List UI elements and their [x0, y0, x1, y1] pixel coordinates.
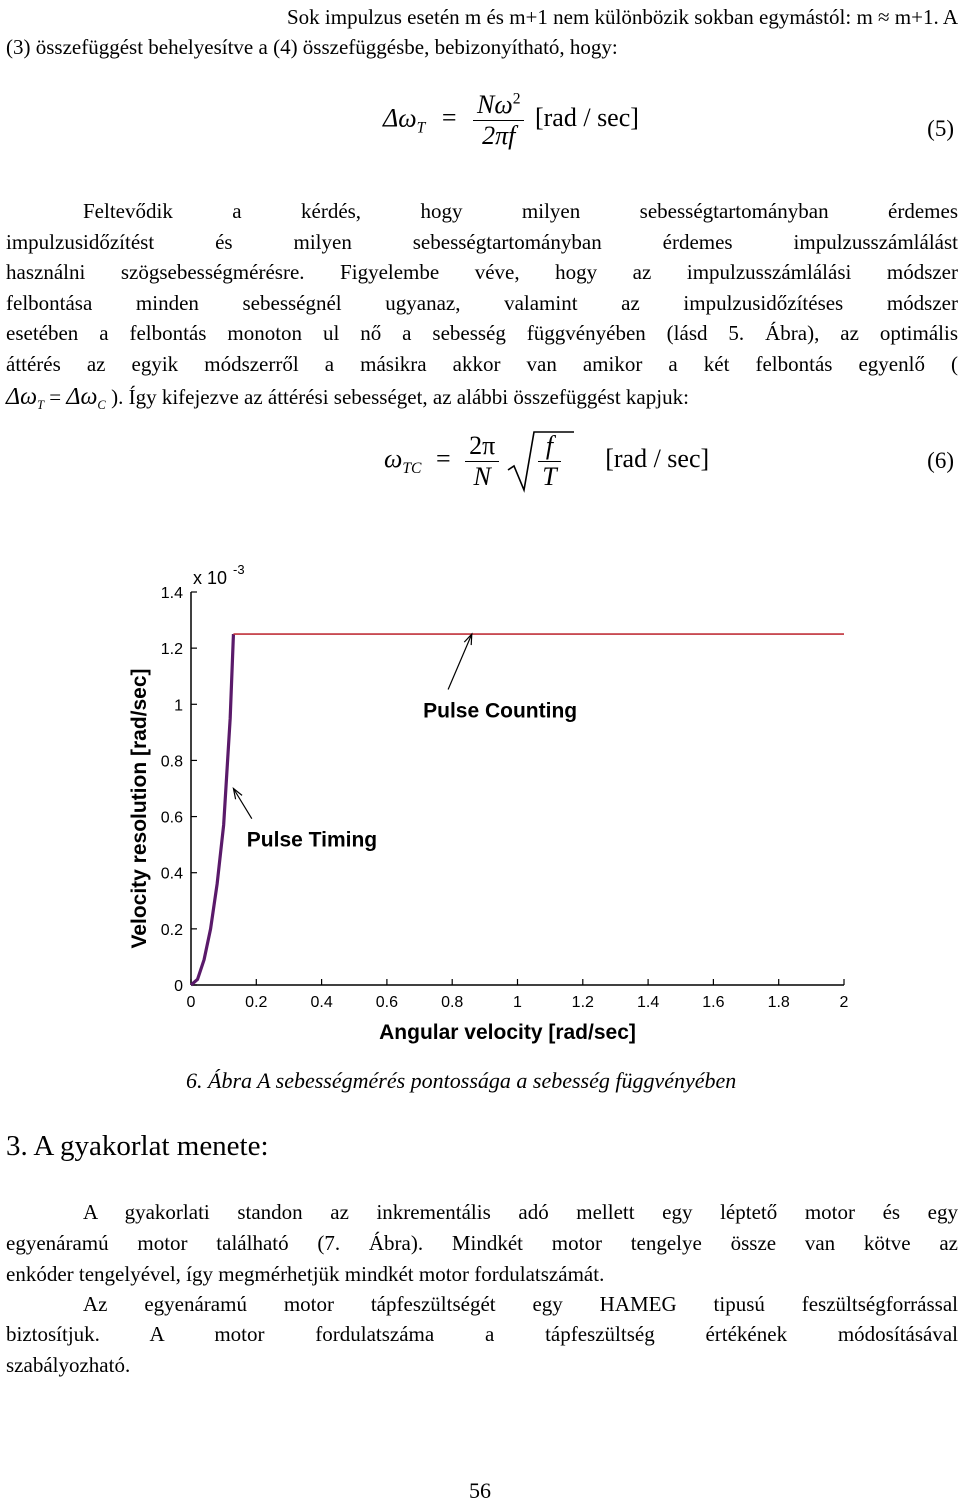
eq5-fraction	[473, 90, 525, 151]
page-number: 56	[469, 1478, 491, 1503]
eq6-number: (6)	[927, 448, 954, 473]
y-tick-label: 0.8	[160, 753, 183, 771]
figure-caption: 6. Ábra A sebességmérés pontossága a sebesség függvényében	[186, 1068, 737, 1093]
y-tick-label: 0.4	[160, 865, 183, 883]
para1-line-4: felbontása minden sebességnél ugyanaz, valamint az impulzusidőzítéses módszer	[6, 291, 958, 315]
x-tick-label: 1.6	[702, 994, 725, 1011]
eq5-equals: =	[441, 103, 457, 133]
sub-t: T	[37, 398, 45, 413]
para2-line-1: A gyakorlati standon az inkrementális adó mellett egy léptető motor és egy	[83, 1200, 958, 1224]
x-tick-label: 1	[513, 994, 522, 1011]
equation-6	[384, 428, 709, 494]
x-tick-label: 0.8	[441, 994, 464, 1011]
equation-5	[383, 90, 639, 151]
para1-line-3: használni szögsebességmérésre. Figyelembe véve, hogy az impulzusszámlálási módszer	[6, 260, 958, 284]
eq5-lhs-sub: T	[416, 119, 426, 137]
eq5-num-sup: 2	[512, 90, 521, 108]
para1-rest: ). Így kifejezve az áttérési sebességet, az alábbi összefüggést kapjuk:	[105, 385, 689, 409]
eq5-number: (5)	[927, 116, 954, 141]
delta-omega-c: Δω	[66, 384, 98, 410]
para2-line-3: enkóder tengelyével, így megmérhetjük mindkét motor fordulatszámát.	[6, 1262, 605, 1286]
eq5-lhs: Δω	[383, 103, 417, 133]
x-axis-label: Angular velocity [rad/sec]	[379, 1021, 636, 1044]
delta-omega-t: Δω	[6, 384, 38, 410]
y-tick-label: 1	[174, 697, 183, 715]
x-tick-label: 0	[186, 994, 196, 1011]
para1-line-6: áttérés az egyik módszerről a másikra akkor van amikor a két felbontás egyenlő (	[6, 352, 958, 376]
eq6-unit: [rad / sec]	[605, 443, 710, 473]
axis-multiplier-exponent: -3	[233, 562, 245, 577]
eq6-root-numerator: f	[545, 430, 554, 460]
eq5-unit: [rad / sec]	[534, 103, 639, 133]
eq6-root-denominator: T	[538, 461, 560, 492]
annotation-label: Pulse Counting	[423, 699, 578, 723]
para1-line-7	[6, 382, 958, 420]
axis-multiplier-label: x 10	[193, 568, 228, 588]
eq6-lhs: ω	[384, 443, 403, 473]
x-tick-label: 0.4	[310, 994, 333, 1011]
x-tick-label: 0.6	[375, 994, 399, 1011]
eq6-root-fraction	[538, 431, 560, 492]
annotation-arrowhead	[233, 789, 242, 800]
section-heading: 3. A gyakorlat menete:	[6, 1130, 269, 1162]
x-tick-label: 2	[839, 994, 849, 1011]
y-tick-label: 1.4	[160, 585, 183, 602]
para3-line-2: biztosítjuk. A motor fordulatszáma a tápfeszültség értékének módosításával	[6, 1322, 958, 1346]
y-tick-label: 0.6	[160, 809, 183, 827]
x-tick-label: 0.2	[245, 994, 268, 1011]
x-tick-label: 1.2	[571, 994, 594, 1011]
annotation-label: Pulse Timing	[246, 828, 378, 852]
sub-c: C	[97, 398, 106, 413]
eq6-numerator: 2π	[469, 430, 496, 460]
para2-line-2: egyenáramú motor található (7. Ábra). Mindkét motor tengelye össze van kötve az	[6, 1231, 958, 1255]
intro-line-1: Sok impulzus esetén m és m+1 nem különbözik sokban egymástól: m ≈ m+1. A	[287, 5, 958, 29]
eq5-numerator: Nω	[476, 90, 513, 119]
para1-line-1: Feltevődik a kérdés, hogy milyen sebességtartományban érdemes	[83, 199, 958, 223]
eq6-lhs-sub: TC	[402, 460, 422, 478]
para3-line-3: szabályozható.	[6, 1353, 131, 1377]
para1-line-2: impulzusidőzítést és milyen sebességtartományban érdemes impulzusszámlálást	[6, 230, 958, 254]
annotation-arrow-line	[233, 789, 251, 819]
y-tick-label: 0	[174, 978, 183, 995]
y-axis-label: Velocity resolution [rad/sec]	[128, 668, 151, 949]
y-tick-label: 1.2	[160, 641, 183, 659]
eq5-denominator: 2πf	[473, 120, 525, 151]
annotation-arrow-line	[448, 634, 472, 689]
para3-line-1: Az egyenáramú motor tápfeszültségét egy HAMEG tipusú feszültségforrással	[83, 1292, 958, 1316]
x-tick-label: 1.4	[636, 994, 660, 1011]
para1-line-5: esetében a felbontás monoton ul nő a sebesség függvényében (lásd 5. Ábra), az optimális	[6, 321, 958, 345]
y-tick-label: 0.2	[160, 921, 183, 939]
equals-sign: =	[44, 385, 67, 409]
intro-line-2: (3) összefüggést behelyesítve a (4) összefüggésbe, bebizonyítható, hogy:	[6, 35, 618, 59]
eq6-denominator: N	[465, 461, 499, 492]
velocity-resolution-chart	[100, 555, 860, 1045]
eq6-equals: =	[435, 443, 451, 473]
x-tick-label: 1.8	[767, 994, 790, 1011]
eq6-fraction	[465, 431, 499, 492]
series-line-0	[191, 634, 233, 985]
